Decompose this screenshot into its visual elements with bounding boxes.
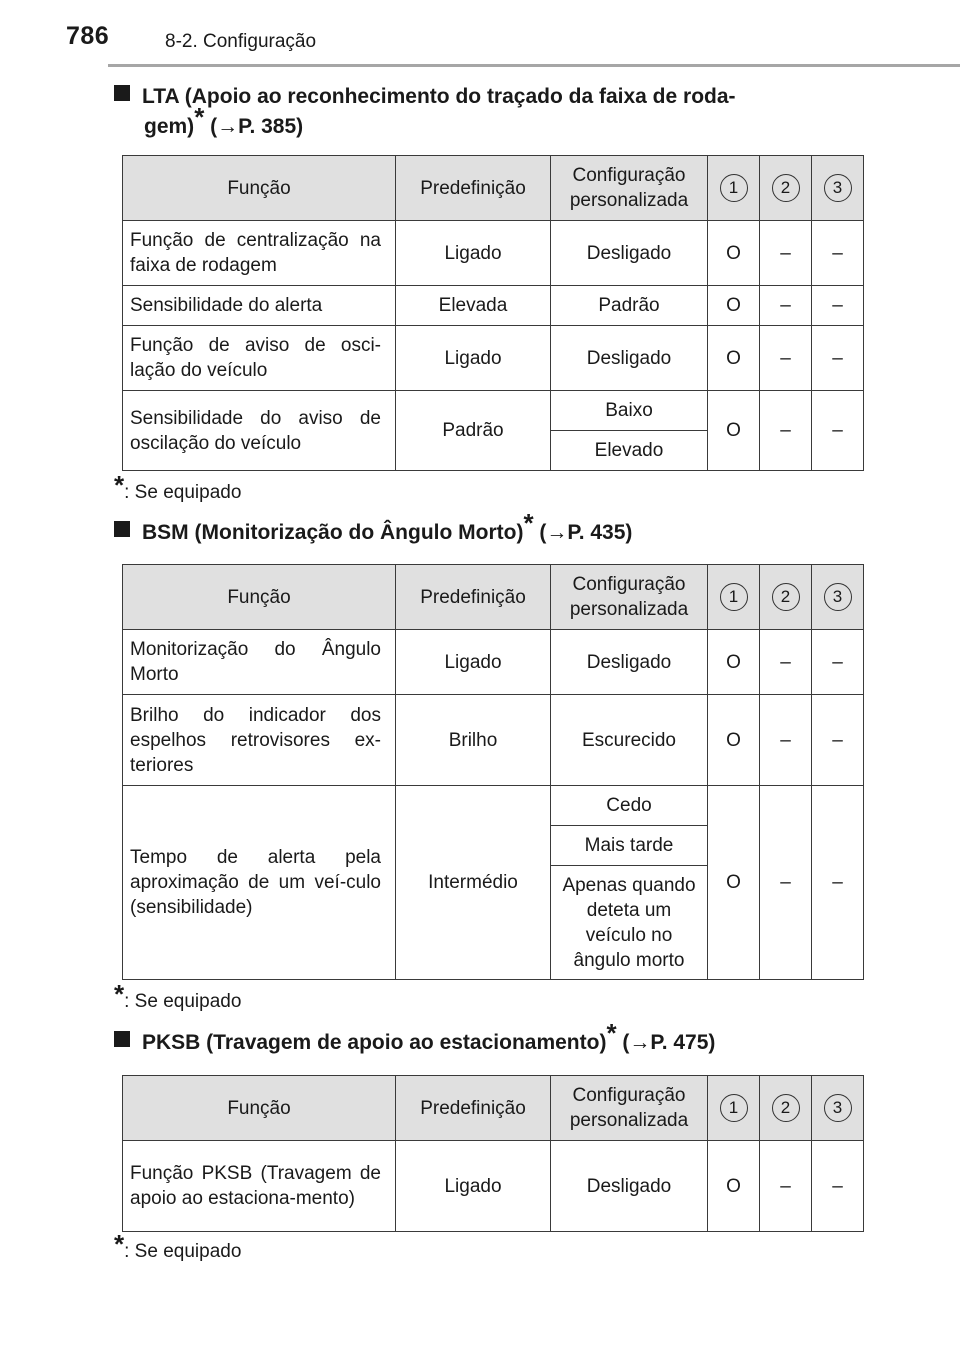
col-step-3 (812, 1076, 864, 1141)
lta-page-ref: (→P. 385) (204, 115, 304, 138)
function-cell: Sensibilidade do aviso de oscilação do veículo (123, 391, 396, 471)
bsm-footnote: *: Se equipado (114, 979, 242, 1012)
pksb-footnote: *: Se equipado (114, 1229, 242, 1262)
pksb-settings-table (122, 1075, 864, 1232)
step2-cell: – (760, 286, 812, 326)
function-cell: Brilho do indicador dos espelhos retrovisores ex-teriores (123, 695, 396, 786)
circled-1-icon: 1 (720, 174, 748, 202)
step1-cell: O (708, 286, 760, 326)
step3-cell: – (812, 630, 864, 695)
step1-cell: O (708, 326, 760, 391)
pksb-title: PKSB (Travagem de apoio ao estacionamento) (142, 1031, 607, 1054)
default-cell: Ligado (396, 630, 551, 695)
col-function: Função (123, 1076, 396, 1141)
custom-cell: Desligado (551, 1141, 708, 1232)
col-step-2 (760, 565, 812, 630)
step3-cell: – (812, 326, 864, 391)
lta-title-line1: LTA (Apoio ao reconhecimento do traçado da faixa de roda- (142, 85, 736, 108)
chapter-title: 8-2. Configuração (165, 31, 317, 52)
custom-cell: Baixo (551, 391, 708, 431)
table-header-row (123, 1076, 864, 1141)
table-row (123, 326, 864, 391)
custom-cell: Padrão (551, 286, 708, 326)
col-custom: Configuração personalizada (551, 156, 708, 221)
step2-cell: – (760, 1141, 812, 1232)
circled-2-icon: 2 (772, 583, 800, 611)
col-step-1 (708, 1076, 760, 1141)
default-cell: Elevada (396, 286, 551, 326)
col-function: Função (123, 156, 396, 221)
table-row (123, 1141, 864, 1232)
circled-2-icon: 2 (772, 174, 800, 202)
square-bullet-icon (114, 85, 130, 101)
col-step-1 (708, 156, 760, 221)
step1-cell: O (708, 630, 760, 695)
lta-footnote: *: Se equipado (114, 470, 242, 503)
custom-cell: Desligado (551, 630, 708, 695)
lta-title-line2: gem) (144, 115, 195, 138)
circled-1-icon: 1 (720, 1094, 748, 1122)
page-header (0, 0, 960, 70)
step2-cell: – (760, 326, 812, 391)
table-header-row (123, 565, 864, 630)
function-cell: Monitorização do Ângulo Morto (123, 630, 396, 695)
col-default: Predefinição (396, 156, 551, 221)
default-cell: Ligado (396, 326, 551, 391)
default-cell: Ligado (396, 221, 551, 286)
custom-cell: Mais tarde (551, 826, 708, 866)
custom-cell: Desligado (551, 221, 708, 286)
step2-cell: – (760, 221, 812, 286)
square-bullet-icon (114, 1031, 130, 1047)
circled-2-icon: 2 (772, 1094, 800, 1122)
custom-cell: Cedo (551, 786, 708, 826)
default-cell: Padrão (396, 391, 551, 471)
function-cell: Função de centralização na faixa de rodagem (123, 221, 396, 286)
step2-cell: – (760, 630, 812, 695)
bsm-settings-table (122, 564, 864, 980)
section-pksb-heading (114, 1018, 716, 1058)
table-header-row (123, 156, 864, 221)
step1-cell: O (708, 695, 760, 786)
circled-3-icon: 3 (824, 583, 852, 611)
custom-cell: Escurecido (551, 695, 708, 786)
footnote-asterisk: * (523, 508, 534, 538)
col-step-1 (708, 565, 760, 630)
step2-cell: – (760, 391, 812, 471)
step1-cell: O (708, 786, 760, 980)
footnote-asterisk: * (194, 102, 205, 132)
bsm-page-ref: (→P. 435) (533, 521, 633, 544)
step3-cell: – (812, 695, 864, 786)
step3-cell: – (812, 221, 864, 286)
custom-cell: Apenas quando deteta um veículo no ângulo morto (551, 866, 708, 980)
step1-cell: O (708, 391, 760, 471)
table-row (123, 221, 864, 286)
function-cell: Sensibilidade do alerta (123, 286, 396, 326)
col-step-3 (812, 156, 864, 221)
step3-cell: – (812, 1141, 864, 1232)
step3-cell: – (812, 391, 864, 471)
lta-settings-table (122, 155, 864, 471)
col-step-3 (812, 565, 864, 630)
circled-3-icon: 3 (824, 174, 852, 202)
default-cell: Intermédio (396, 786, 551, 980)
col-custom: Configuração personalizada (551, 1076, 708, 1141)
footnote-asterisk: * (606, 1018, 617, 1048)
col-default: Predefinição (396, 1076, 551, 1141)
table-row (123, 630, 864, 695)
col-step-2 (760, 1076, 812, 1141)
col-default: Predefinição (396, 565, 551, 630)
default-cell: Ligado (396, 1141, 551, 1232)
col-function: Função (123, 565, 396, 630)
bsm-title: BSM (Monitorização do Ângulo Morto) (142, 521, 524, 544)
function-cell: Tempo de alerta pela aproximação de um veí-culo (sensibilidade) (123, 786, 396, 980)
step3-cell: – (812, 286, 864, 326)
custom-cell: Elevado (551, 431, 708, 471)
function-cell: Função PKSB (Travagem de apoio ao estaciona-mento) (123, 1141, 396, 1232)
section-bsm-heading (114, 508, 633, 548)
table-row (123, 286, 864, 326)
section-lta-heading (114, 82, 858, 142)
table-row (123, 391, 864, 431)
default-cell: Brilho (396, 695, 551, 786)
step2-cell: – (760, 786, 812, 980)
square-bullet-icon (114, 521, 130, 537)
custom-cell: Desligado (551, 326, 708, 391)
header-divider (108, 64, 960, 67)
step1-cell: O (708, 1141, 760, 1232)
page-number: 786 (66, 22, 110, 50)
table-row (123, 695, 864, 786)
step1-cell: O (708, 221, 760, 286)
step3-cell: – (812, 786, 864, 980)
table-row (123, 786, 864, 826)
col-step-2 (760, 156, 812, 221)
col-custom: Configuração personalizada (551, 565, 708, 630)
step2-cell: – (760, 695, 812, 786)
pksb-page-ref: (→P. 475) (616, 1031, 716, 1054)
function-cell: Função de aviso de osci-lação do veículo (123, 326, 396, 391)
circled-1-icon: 1 (720, 583, 748, 611)
circled-3-icon: 3 (824, 1094, 852, 1122)
